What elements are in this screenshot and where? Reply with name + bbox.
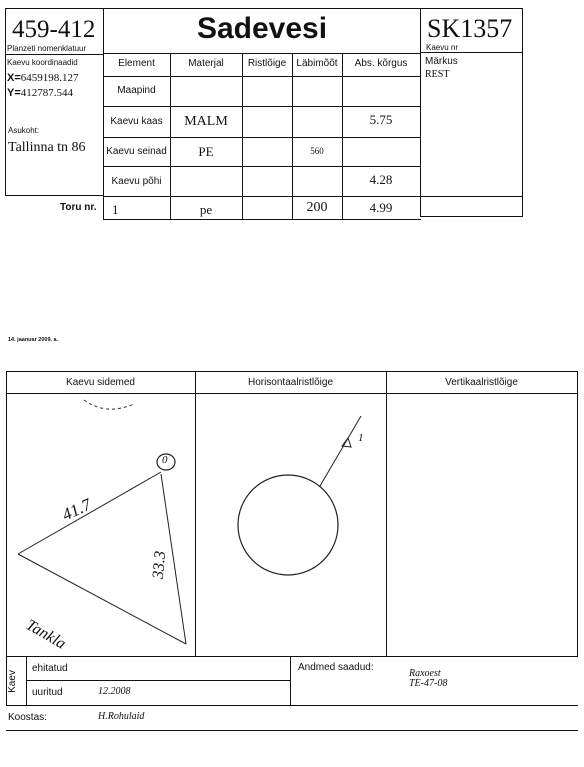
author-label: Koostas: xyxy=(8,712,47,723)
pipe-abs-height: 4.99 xyxy=(369,200,393,215)
coords-label: Kaevu koordinaadid xyxy=(7,58,78,67)
pipe-material: pe xyxy=(199,202,213,217)
location-label: Asukoht: xyxy=(8,126,40,135)
section-ties-title: Kaevu sidemed xyxy=(66,377,135,388)
built-label: ehitatud xyxy=(32,663,68,674)
coord-y xyxy=(7,87,73,99)
surveyed-value: 12.2008 xyxy=(98,686,131,697)
well-id: SK1357 xyxy=(427,14,513,43)
author-value: H.Rohulaid xyxy=(98,711,145,722)
notes-label: Märkus xyxy=(425,56,458,67)
notes-value: REST xyxy=(425,69,450,80)
location-value: Tallinna tn 86 xyxy=(8,140,86,155)
coord-x xyxy=(7,72,79,84)
data-source-value-1: Raxoest xyxy=(409,668,441,679)
pipe-row-label: Toru nr. xyxy=(60,202,97,213)
sheet-caption: Planzeti nomenklatuur xyxy=(7,44,87,53)
col-header-material: Materjal xyxy=(188,58,224,69)
row-material: PE xyxy=(198,144,214,159)
section-vertical-title: Vertikaalristlõige xyxy=(445,377,518,388)
coord-x-value: 6459198.127 xyxy=(20,72,79,84)
date-line: 14. jaanuar 2009. a. xyxy=(8,337,59,343)
row-diameter: 560 xyxy=(310,146,324,156)
col-header-diameter: Läbimõõt xyxy=(296,58,338,69)
col-header-cross-section: Ristlõige xyxy=(247,58,287,69)
coord-x-label: X= xyxy=(7,72,21,84)
data-source-label: Andmed saadud: xyxy=(298,662,374,673)
well-marker-label: 0 xyxy=(162,454,168,466)
page-title: Sadevesi xyxy=(196,12,328,45)
row-element: Kaevu põhi xyxy=(111,176,162,187)
pipe-diameter: 200 xyxy=(306,200,328,215)
dashed-arc xyxy=(84,400,134,409)
row-abs-height: 4.28 xyxy=(369,172,393,187)
row-element: Maapind xyxy=(117,85,156,96)
pipe-line xyxy=(320,416,361,486)
pipe-label: 1 xyxy=(358,432,364,444)
col-header-abs-height: Abs. kõrgus xyxy=(354,58,408,69)
row-element: Kaevu seinad xyxy=(106,146,167,157)
sheet-number: 459-412 xyxy=(12,16,96,43)
col-header-element: Element xyxy=(118,58,155,69)
well-circle xyxy=(238,475,338,575)
pipe-number: 1 xyxy=(112,202,119,217)
pipe-arrow xyxy=(342,438,351,447)
row-material: MALM xyxy=(184,114,228,129)
tie-distance-a: 41.7 xyxy=(59,494,95,525)
tie-distance-b: 33.3 xyxy=(149,550,170,580)
footer-side-label: Kaev xyxy=(6,670,18,693)
coord-y-value: 412787.544 xyxy=(20,87,74,99)
row-element: Kaevu kaas xyxy=(110,116,163,127)
section-horizontal-title: Horisontaalristlõige xyxy=(247,377,334,388)
coord-y-label: Y= xyxy=(7,87,21,99)
well-caption: Kaevu nr xyxy=(426,43,459,52)
surveyed-label: uuritud xyxy=(32,687,63,698)
data-source-value-2: TE-47-08 xyxy=(409,678,448,689)
row-abs-height: 5.75 xyxy=(369,112,393,127)
street-name: Tankla xyxy=(22,616,69,653)
ties-sketch xyxy=(6,394,195,656)
